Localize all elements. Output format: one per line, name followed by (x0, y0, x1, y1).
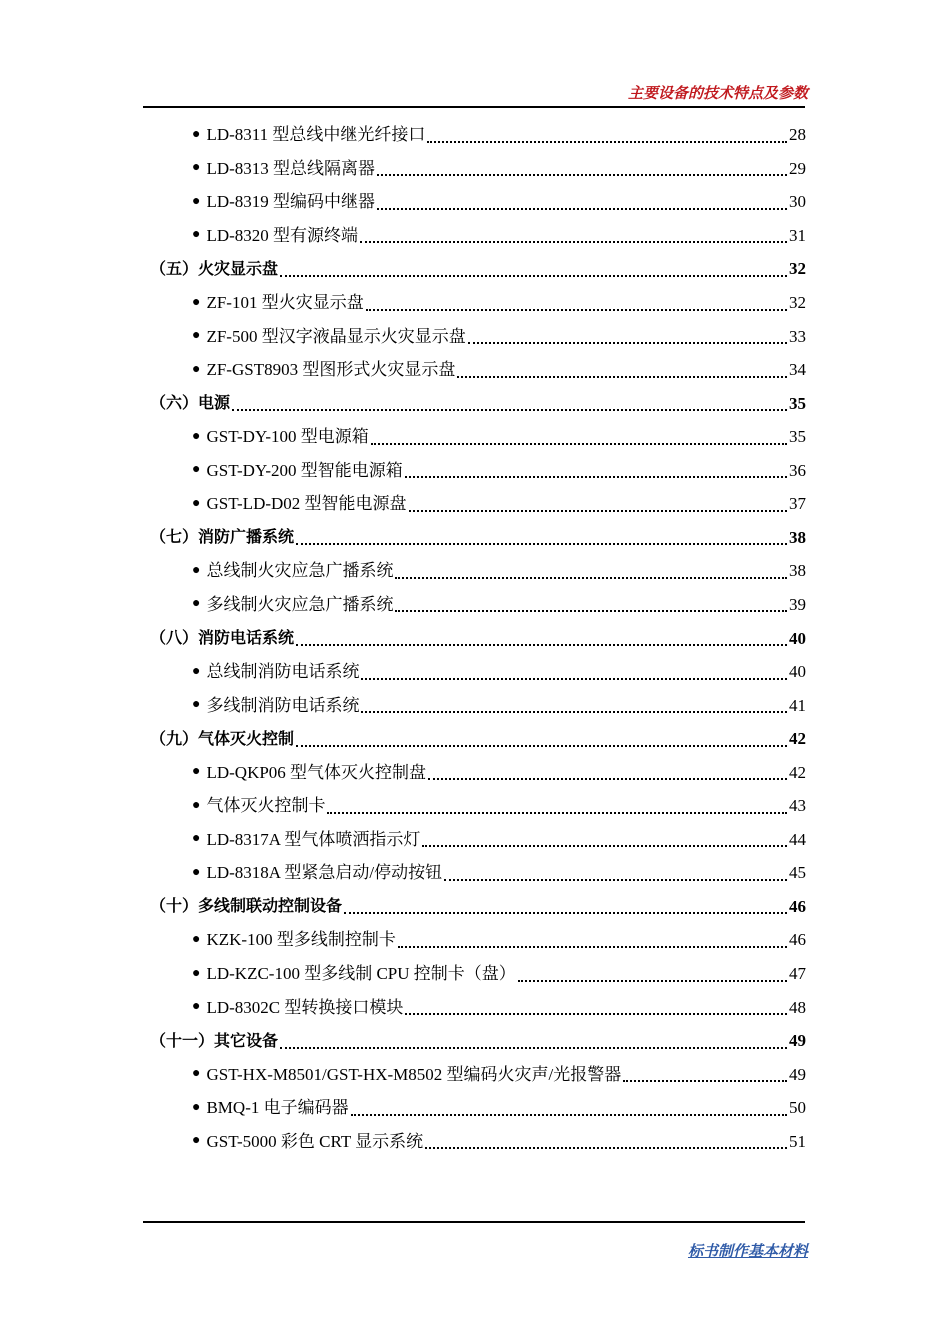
dot-leader (296, 644, 787, 646)
bullet-icon: ● (192, 328, 201, 344)
dot-leader (327, 812, 787, 814)
toc-entry-label: KZK-100 型多线制控制卡 (206, 930, 396, 950)
toc-page-number: 43 (789, 796, 806, 816)
dot-leader (395, 577, 787, 579)
toc-item-entry[interactable] (192, 118, 806, 152)
toc-entry-label: ZF-500 型汉字液晶显示火灾显示盘 (206, 326, 466, 346)
dot-leader (405, 476, 787, 478)
toc-item-entry[interactable] (192, 789, 806, 823)
toc-entry-label: LD-8319 型编码中继器 (206, 192, 376, 212)
bullet-icon: ● (192, 931, 201, 947)
dot-leader (377, 208, 787, 210)
toc-page-number: 35 (789, 427, 806, 447)
bullet-icon: ● (192, 160, 201, 176)
dot-leader (360, 241, 787, 243)
toc-page-number: 31 (789, 225, 806, 245)
toc-item-entry[interactable] (192, 1125, 806, 1159)
toc-section-entry[interactable] (150, 890, 806, 924)
toc-entry-label: LD-KZC-100 型多线制 CPU 控制卡（盘） (206, 964, 516, 983)
toc-entry-label: ZF-101 型火灾显示盘 (206, 293, 364, 312)
toc-page-number: 41 (789, 695, 806, 715)
bullet-icon: ● (192, 596, 201, 612)
toc-item-entry[interactable] (192, 755, 806, 789)
dot-leader (280, 1047, 787, 1049)
toc-item-entry[interactable] (192, 152, 806, 186)
toc-item-entry[interactable] (192, 588, 806, 622)
toc-entry-label: LD-8317A 型气体喷洒指示灯 (206, 829, 421, 849)
toc-item-entry[interactable] (192, 823, 806, 857)
bullet-icon: ● (192, 1066, 201, 1082)
toc-page-number: 40 (789, 662, 806, 682)
toc-entry-label: LD-QKP06 型气体灭火控制盘 (206, 762, 427, 782)
dot-leader (468, 342, 787, 344)
toc-page-number: 49 (789, 1064, 806, 1084)
bullet-icon: ● (192, 294, 201, 310)
toc-section-entry[interactable] (150, 386, 806, 420)
toc-page-number: 30 (789, 192, 806, 212)
page-header-title: 主要设备的技术特点及参数 (627, 84, 808, 102)
toc-item-entry[interactable] (192, 420, 806, 454)
toc-page-number: 38 (789, 561, 806, 581)
toc-entry-label: 多线制消防电话系统 (206, 695, 360, 715)
dot-leader (344, 912, 787, 914)
toc-item-entry[interactable] (192, 990, 806, 1024)
dot-leader (280, 275, 787, 277)
toc-page-number: 51 (789, 1131, 806, 1151)
dot-leader (371, 443, 787, 445)
toc-item-entry[interactable] (192, 554, 806, 588)
toc-item-entry[interactable] (192, 1091, 806, 1125)
dot-leader (296, 543, 787, 545)
toc-section-entry[interactable] (150, 621, 806, 655)
toc-page-number: 36 (789, 460, 806, 480)
toc-page-number: 50 (789, 1098, 806, 1118)
dot-leader (428, 778, 787, 780)
bullet-icon: ● (192, 361, 201, 377)
toc-entry-label: （七）消防广播系统 (150, 527, 295, 547)
dot-leader (444, 879, 787, 881)
dot-leader (395, 610, 787, 612)
toc-page-number: 38 (789, 527, 806, 547)
toc-item-entry[interactable] (192, 856, 806, 890)
dot-leader (361, 678, 787, 680)
bullet-icon: ● (192, 227, 201, 243)
dot-leader (409, 510, 787, 512)
toc-page-number: 44 (789, 829, 806, 849)
toc-entry-label: （六）电源 (150, 393, 231, 413)
toc-entry-label: （九）气体灭火控制 (150, 728, 295, 748)
toc-entry-label: ZF-GST8903 型图形式火灾显示盘 (206, 360, 456, 380)
toc-section-entry[interactable] (150, 1024, 806, 1058)
toc-page-number: 45 (789, 863, 806, 883)
bullet-icon: ● (192, 1099, 201, 1115)
bullet-icon: ● (192, 663, 201, 679)
toc-entry-label: 总线制火灾应急广播系统 (206, 561, 394, 581)
toc-item-entry[interactable] (192, 219, 806, 253)
dot-leader (457, 376, 787, 378)
toc-page-number: 46 (789, 896, 806, 916)
toc-entry-label: LD-8313 型总线隔离器 (206, 158, 376, 178)
toc-page-number: 33 (789, 326, 806, 346)
bullet-icon: ● (192, 764, 201, 780)
toc-entry-label: GST-5000 彩色 CRT 显示系统 (206, 1131, 424, 1151)
dot-leader (427, 141, 787, 143)
dot-leader (518, 980, 787, 982)
toc-page-number: 47 (789, 964, 806, 983)
bullet-icon: ● (192, 797, 201, 813)
toc-page-number: 28 (789, 125, 806, 145)
toc-section-entry[interactable] (150, 722, 806, 756)
toc-item-entry[interactable] (192, 319, 806, 353)
dot-leader (422, 845, 787, 847)
toc-entry-label: 气体灭火控制卡 (206, 796, 326, 816)
page-footer-link[interactable]: 标书制作基本材料 (687, 1242, 808, 1260)
dot-leader (377, 174, 787, 176)
toc-entry-label: LD-8311 型总线中继光纤接口 (206, 125, 426, 145)
toc-page-number: 48 (789, 997, 806, 1017)
footer-rule (143, 1221, 805, 1223)
toc-entry-label: 总线制消防电话系统 (206, 662, 360, 682)
toc-page-number: 32 (789, 259, 806, 279)
bullet-icon: ● (192, 965, 201, 981)
toc-page-number: 35 (789, 393, 806, 413)
toc-section-entry[interactable] (150, 521, 806, 555)
toc-entry-label: （八）消防电话系统 (150, 628, 295, 647)
toc-item-entry[interactable] (192, 185, 806, 219)
toc-entry-label: BMQ-1 电子编码器 (206, 1098, 349, 1118)
toc-entry-label: LD-8318A 型紧急启动/停动按钮 (206, 863, 443, 883)
toc-entry-label: （十）多线制联动控制设备 (150, 896, 343, 916)
toc-entry-label: LD-8302C 型转换接口模块 (206, 997, 404, 1017)
toc-item-entry[interactable] (192, 923, 806, 957)
bullet-icon: ● (192, 562, 201, 578)
bullet-icon: ● (192, 193, 201, 209)
bullet-icon: ● (192, 999, 201, 1015)
toc-item-entry[interactable] (192, 454, 806, 488)
dot-leader (296, 745, 787, 747)
toc-item-entry[interactable] (192, 957, 806, 991)
bullet-icon: ● (192, 864, 201, 880)
toc-item-entry[interactable] (192, 655, 806, 689)
toc-entry-label: GST-DY-200 型智能电源箱 (206, 460, 403, 480)
toc-page-number: 39 (789, 594, 806, 614)
dot-leader (398, 946, 787, 948)
toc-page-number: 32 (789, 293, 806, 312)
toc-entry-label: （五）火灾显示盘 (150, 258, 279, 278)
bullet-icon: ● (192, 462, 201, 478)
toc-page-number: 40 (789, 628, 806, 648)
toc-entry-label: GST-HX-M8501/GST-HX-M8502 型编码火灾声/光报警器 (206, 1064, 622, 1084)
toc-page-number: 29 (789, 158, 806, 178)
dot-leader (425, 1147, 787, 1149)
dot-leader (361, 711, 787, 713)
toc-entry-label: GST-DY-100 型电源箱 (206, 427, 369, 447)
toc-page-number: 46 (789, 930, 806, 950)
bullet-icon: ● (192, 495, 201, 511)
dot-leader (366, 309, 787, 311)
toc-entry-label: GST-LD-D02 型智能电源盘 (206, 494, 407, 514)
toc-page-number: 37 (789, 494, 806, 514)
bullet-icon: ● (192, 831, 201, 847)
toc-page-number: 42 (789, 729, 806, 749)
bullet-icon: ● (192, 1133, 201, 1149)
toc-section-entry[interactable] (150, 252, 806, 286)
toc-item-entry[interactable] (192, 286, 806, 320)
toc-item-entry[interactable] (192, 688, 806, 722)
bullet-icon: ● (192, 697, 201, 713)
bullet-icon: ● (192, 428, 201, 444)
toc-entry-label: 多线制火灾应急广播系统 (206, 594, 394, 614)
toc-entry-label: （十一）其它设备 (150, 1030, 279, 1050)
dot-leader (351, 1114, 787, 1116)
toc-page-number: 42 (789, 762, 806, 782)
toc-item-entry[interactable] (192, 487, 806, 521)
dot-leader (405, 1013, 787, 1015)
toc-page-number: 49 (789, 1031, 806, 1051)
dot-leader (232, 409, 787, 411)
header-rule (143, 106, 805, 108)
toc-item-entry[interactable] (192, 353, 806, 387)
bullet-icon: ● (192, 126, 201, 142)
toc-entry-label: LD-8320 型有源终端 (206, 225, 359, 245)
toc-item-entry[interactable] (192, 1057, 806, 1091)
toc-page-number: 34 (789, 360, 806, 380)
dot-leader (623, 1080, 787, 1082)
